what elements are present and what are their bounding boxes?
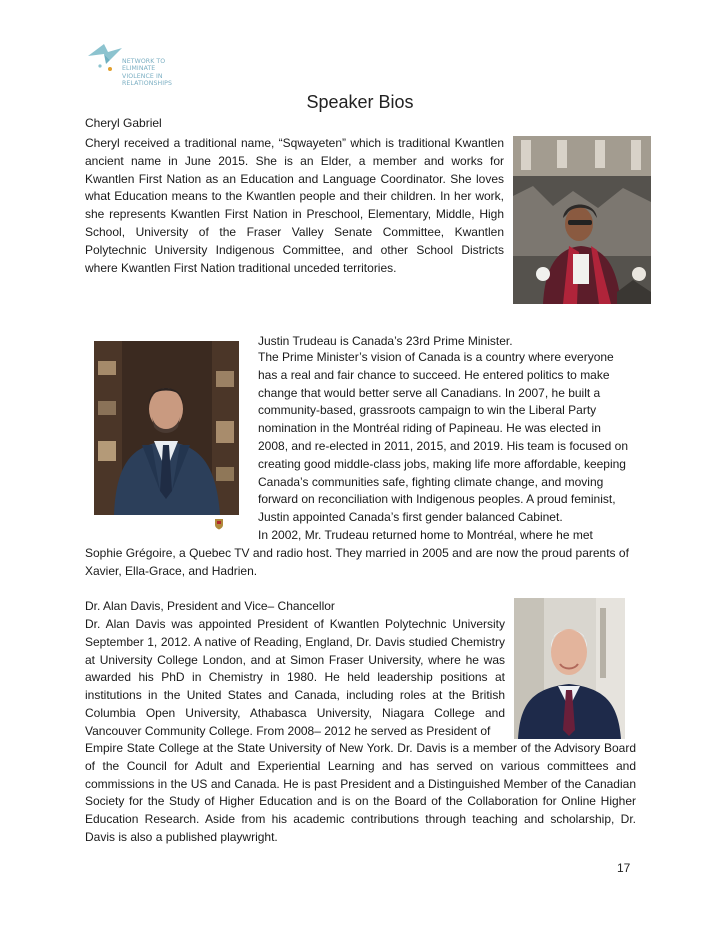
speaker-bio-cheryl: Cheryl received a traditional name, “Sqwayeten” which is traditional Kwantlen ancient name in June 2015. She is an Elder, a member and works for Kwantlen First Nation as an Education and Language Coordinator. She loves what Education means to the Kwantlen people and their children. In her work, she represents Kwantlen First Nation in Preschool, Elementary, Middle, High School, University of the Fraser Valley Senate Committee, Kwantlen Polytechnic University Indigenous Committee, and other School Districts where Kwantlen First Nation traditional unceded territories.	[85, 136, 504, 275]
bio-line: creating good middle-class jobs, making life more affordable, keeping	[258, 456, 626, 471]
logo-line: VIOLENCE IN	[122, 72, 163, 80]
logo-text	[122, 58, 172, 88]
logo-line: ELIMINATE	[122, 65, 156, 73]
bird-logo-icon	[86, 42, 126, 76]
speaker-bio-trudeau	[258, 349, 648, 545]
bio-line: nomination in the Montréal riding of Papineau. He was elected in	[258, 421, 601, 436]
bio-line: Canada’s communities safe, fighting climate change, and moving	[258, 474, 604, 489]
bio-line: In 2002, Mr. Trudeau returned home to Montréal, where he met	[258, 527, 593, 542]
speaker-photo-trudeau	[94, 341, 239, 515]
bio-line: Justin appointed Canada’s first gender balanced Cabinet.	[258, 510, 563, 525]
speaker-bio-trudeau-continued: Sophie Grégoire, a Quebec TV and radio host. They married in 2005 and are now the proud parents of Xavier, Ella-Grace, and Hadrien.	[85, 546, 629, 578]
speaker-bio-davis: Dr. Alan Davis was appointed President of Kwantlen Polytechnic University September 1, 2012. A native of Reading, England, Dr. Davis studied Chemistry at University College London, and at Simon Fraser University, where he was awarded his PhD in Chemistry in 1980. He held leadership positions at institutions in the United States and Canada, including roles at the British Columbia Open University, Athabasca University, Niagara College and Vancouver Community College. From 2008– 2012 he served as President of	[85, 617, 505, 738]
coat-of-arms-icon	[214, 517, 224, 529]
page-title: Speaker Bios	[306, 92, 414, 112]
speaker-photo-davis	[514, 598, 625, 739]
speaker-name-trudeau: Justin Trudeau is Canada’s 23rd Prime Minister.	[258, 334, 513, 348]
speaker-bio-davis-continued: Empire State College at the State University of New York. Dr. Davis is a member of the Advisory Board of the Council for Adult and Experiential Learning and has served on various committees and commissions in the US and Canada. He is past President and a Distinguished Member of the Canadian Society for the Study of Higher Education and is on the Board of the Collaboration for Online Higher Education Research. Aside from his academic contributions through teaching and scholarship, Dr. Davis is also a published playwright.	[85, 741, 636, 844]
logo-line: RELATIONSHIPS	[122, 80, 173, 88]
speaker-photo-cheryl	[513, 136, 651, 304]
bio-line: community-based, grassroots campaign to win the Liberal Party	[258, 403, 597, 418]
bio-line: The Prime Minister’s vision of Canada is a country where everyone	[258, 350, 614, 364]
bio-line: change that would better serve all Canadians. In 2007, he built a	[258, 385, 601, 400]
page-number: 17	[617, 861, 631, 875]
logo-line: NETWORK TO	[122, 58, 166, 65]
speaker-name-davis: Dr. Alan Davis, President and Vice– Chancellor	[85, 599, 335, 613]
bio-line: forward on reconciliation with Indigenous peoples. A proud feminist,	[258, 492, 616, 507]
bio-line: 2008, and re-elected in 2011, 2015, and 2019. His team is focused on	[258, 438, 629, 453]
bio-line: has a real and fair chance to succeed. He entered politics to make	[258, 367, 610, 382]
speaker-name-cheryl: Cheryl Gabriel	[85, 116, 162, 130]
